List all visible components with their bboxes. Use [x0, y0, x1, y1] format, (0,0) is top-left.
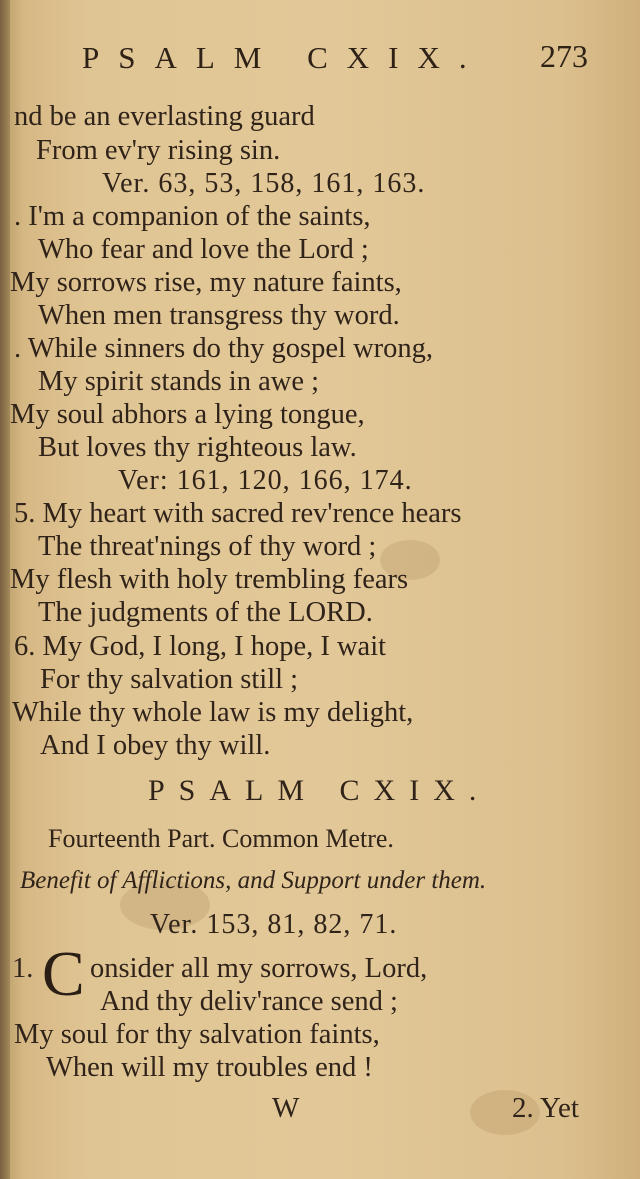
verse-line: nd be an everlasting guard — [14, 101, 315, 132]
verse-line: . I'm a companion of the saints, — [14, 201, 371, 232]
section-subtitle: Benefit of Afflictions, and Support under them. — [20, 867, 487, 894]
verse-line: When men transgress thy word. — [38, 300, 400, 331]
verse-line: . While sinners do thy gospel wrong, — [14, 333, 434, 364]
catchword: 2. Yet — [512, 1092, 579, 1124]
verse-line: And I obey thy will. — [40, 730, 271, 761]
verse-line: And thy deliv'rance send ; — [100, 986, 398, 1017]
verse-number: 1. — [12, 953, 34, 984]
verse-line: When will my troubles end ! — [46, 1052, 373, 1083]
verse-line: But loves thy righteous law. — [38, 432, 357, 463]
verse-line: The threat'nings of thy word ; — [38, 531, 377, 562]
verse-line: For thy salvation still ; — [40, 664, 299, 695]
verse-reference: Ver. 153, 81, 82, 71. — [150, 909, 398, 940]
verse-line: onsider all my sorrows, Lord, — [90, 953, 428, 984]
verse-line: My sorrows rise, my nature faints, — [10, 267, 402, 298]
page-header — [0, 32, 640, 82]
verse-line: My soul abhors a lying tongue, — [10, 399, 365, 430]
verse-line: 5. My heart with sacred rev'rence hears — [14, 498, 462, 529]
running-title: PSALM CXIX. — [82, 40, 486, 75]
verse-line: My soul for thy salvation faints, — [14, 1019, 380, 1050]
verse-line: While thy whole law is my delight, — [12, 697, 414, 728]
verse-line: My flesh with holy trembling fears — [10, 564, 409, 595]
verse-line: Who fear and love the Lord ; — [38, 234, 369, 265]
signature-mark: W — [272, 1092, 300, 1124]
page-number: 273 — [540, 38, 588, 74]
verse-reference: Ver: 161, 120, 166, 174. — [118, 465, 413, 496]
part-heading: Fourteenth Part. Common Metre. — [48, 824, 394, 853]
verse-line: 6. My God, I long, I hope, I wait — [14, 631, 387, 662]
psalm-heading: PSALM CXIX. — [148, 774, 491, 807]
drop-cap: C — [42, 938, 85, 1009]
verse-line: From ev'ry rising sin. — [36, 135, 281, 166]
verse-line: The judgments of the LORD. — [38, 597, 373, 628]
verse-line: My spirit stands in awe ; — [38, 366, 320, 397]
page-gutter — [0, 0, 10, 1179]
verse-reference: Ver. 63, 53, 158, 161, 163. — [102, 168, 426, 199]
